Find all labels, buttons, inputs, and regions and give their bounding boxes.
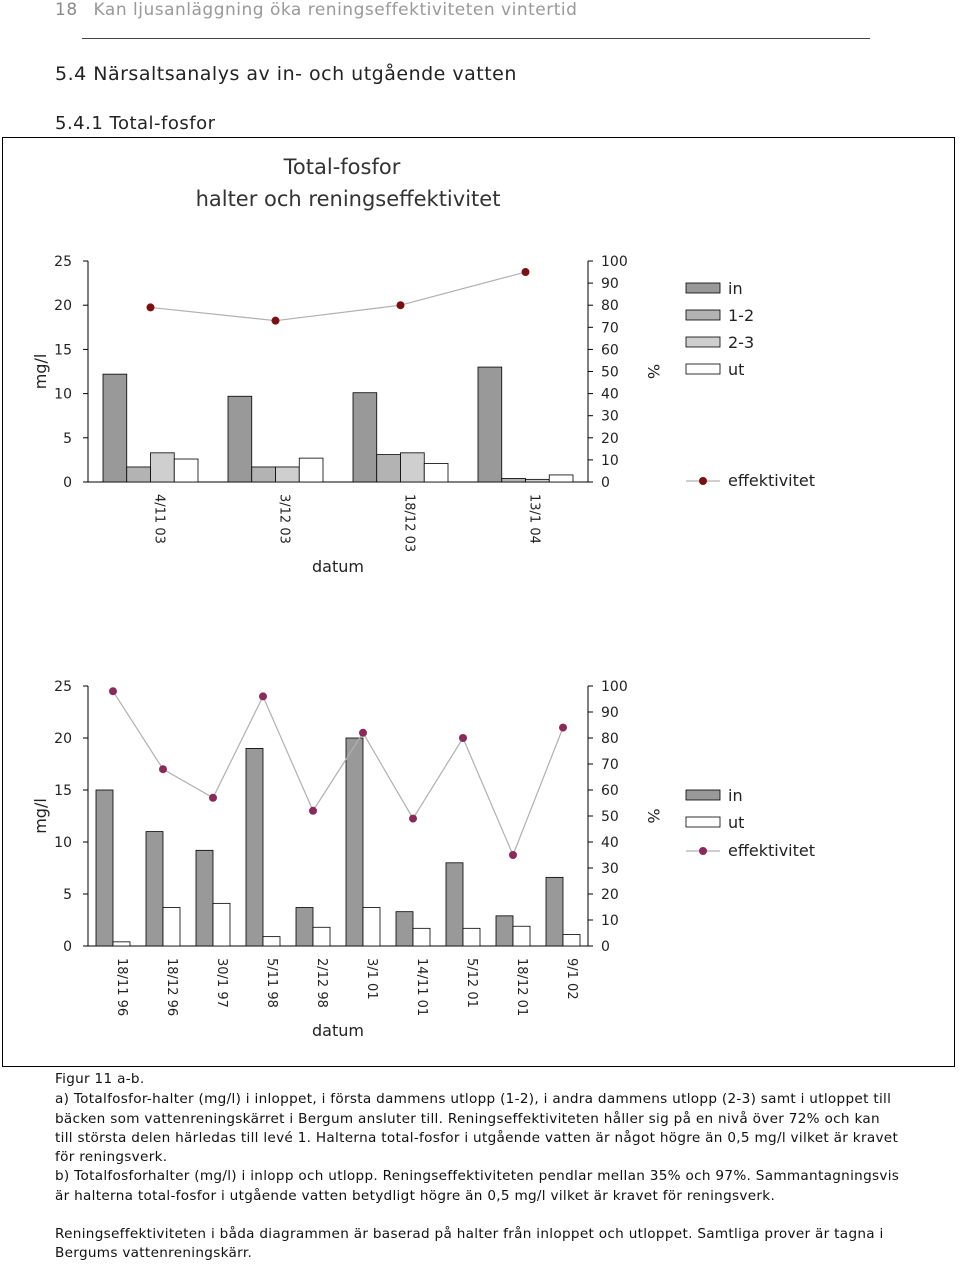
chart-a-bar-ut <box>424 463 448 482</box>
chart-b-y2tick-label: 80 <box>601 731 619 747</box>
chart-a-legend-label: effektivitet <box>728 471 815 490</box>
chart-b-efficiency-point <box>459 734 467 742</box>
chart-a-legend-label: ut <box>728 360 745 379</box>
chart-b-category-label: 2/12 98 <box>314 958 329 1008</box>
chart-a-y2tick-label: 70 <box>601 320 619 337</box>
page-number: 18 <box>55 0 78 20</box>
chart-b-efficiency-point <box>209 794 217 802</box>
chart-a <box>31 155 815 576</box>
chart-a-legend-swatch-2-3 <box>686 337 720 347</box>
chart-b-ylabel: mg/l <box>31 798 50 834</box>
chart-b-bar-in <box>196 850 213 946</box>
chart-b-legend-label: in <box>728 786 743 805</box>
chart-b-bar-ut <box>263 937 280 946</box>
chart-b-efficiency-point <box>509 851 517 859</box>
figure-caption <box>55 1070 900 1264</box>
chart-b-legend-swatch-in <box>686 790 720 800</box>
chart-a-y2tick-label: 100 <box>601 254 628 270</box>
chart-a-category-label: 4/11 03 <box>151 494 167 544</box>
chart-a-y2tick-label: 30 <box>601 408 619 425</box>
chart-b-y2tick-label: 60 <box>601 783 619 799</box>
chart-a-efficiency-point <box>147 303 155 311</box>
chart-b-y2tick-label: 70 <box>601 757 619 773</box>
chart-b-y2tick-label: 90 <box>601 705 619 721</box>
chart-b-y2tick-label: 40 <box>601 835 619 851</box>
chart-a-bar-2-3 <box>526 479 550 482</box>
caption-note: Reningseffektiviteten i båda diagrammen är baserad på halter från inloppet och utloppet. Samtliga prover är tagna i Bergums vattenreningskärr. <box>55 1226 884 1262</box>
chart-a-ytick-label: 25 <box>54 254 72 270</box>
chart-a-category-label: 3/12 03 <box>276 494 292 544</box>
chart-b-efficiency-point <box>109 687 117 695</box>
caption-para-b: b) Totalfosforhalter (mg/l) i inlopp och utlopp. Reningseffektiviteten pendlar mellan 35% och 97%. Sammantagningsvis är halterna total-fosfor i utgående vatten betydligt högre än 0,5 mg/l vilket är kravet för reningsverk. <box>55 1168 900 1204</box>
section-title: 5.4 Närsaltsanalys av in- och utgående vatten <box>55 63 517 85</box>
chart-b-bar-in <box>296 908 313 946</box>
chart-b-bar-in <box>546 877 563 946</box>
chart-a-legend-label: 2-3 <box>728 333 755 352</box>
chart-a-legend-swatch-in <box>686 283 720 293</box>
chart-a-bar-in <box>103 374 127 482</box>
chart-b-ytick-label: 10 <box>54 835 72 851</box>
chart-a-title: Total-fosfor <box>283 155 401 179</box>
chart-b-bar-ut <box>213 903 230 946</box>
chart-b-ytick-label: 5 <box>63 887 72 903</box>
chart-a-category-label: 18/12 03 <box>401 494 417 553</box>
chart-b-legend-label: ut <box>728 813 745 832</box>
chart-a-bar-in <box>478 367 502 482</box>
chart-b-category-label: 18/12 96 <box>164 958 179 1017</box>
chart-a-bar-2-3 <box>151 453 175 482</box>
chart-b-bar-in <box>96 790 113 946</box>
chart-b-bar-in <box>146 832 163 946</box>
chart-a-ytick-label: 10 <box>54 386 72 403</box>
chart-b-category-label: 30/1 97 <box>214 958 229 1008</box>
subsection-title: 5.4.1 Total-fosfor <box>55 113 216 134</box>
chart-a-legend-marker <box>699 477 707 485</box>
chart-b-bar-ut <box>513 926 530 946</box>
chart-a-ylabel: mg/l <box>31 353 50 390</box>
chart-b-efficiency-point <box>259 692 267 700</box>
chart-b-category-label: 14/11 01 <box>414 958 429 1017</box>
chart-b-y2tick-label: 0 <box>601 939 610 955</box>
chart-b-category-label: 5/12 01 <box>464 958 479 1008</box>
chart-b-category-label: 3/1 01 <box>364 958 379 1000</box>
chart-b-efficiency-point <box>559 724 567 732</box>
chart-a-legend-swatch-1-2 <box>686 310 720 320</box>
chart-a-bar-in <box>353 393 377 482</box>
chart-b-bar-in <box>346 738 363 946</box>
chart-a-ytick-label: 0 <box>63 475 72 491</box>
chart-b-bar-ut <box>463 928 480 946</box>
chart-b-bar-ut <box>413 928 430 946</box>
chart-a-bar-1-2 <box>502 478 526 482</box>
running-title: Kan ljusanläggning öka reningseffektiviteten vintertid <box>93 0 578 20</box>
chart-b-bar-in <box>396 912 413 946</box>
chart-b-legend-marker <box>699 847 707 855</box>
chart-b-bar-in <box>446 863 463 946</box>
chart-a-efficiency-point <box>522 268 530 276</box>
chart-b-legend-label: effektivitet <box>728 841 815 860</box>
chart-a-y2tick-label: 0 <box>601 475 610 491</box>
chart-a-efficiency-line <box>151 272 526 321</box>
chart-a-y2tick-label: 90 <box>601 276 619 293</box>
chart-b-y2tick-label: 10 <box>601 913 619 929</box>
chart-b-y2tick-label: 100 <box>601 679 628 695</box>
chart-a-legend-label: in <box>728 279 743 298</box>
chart-b-efficiency-point <box>359 729 367 737</box>
chart-a-bar-1-2 <box>127 467 151 482</box>
caption-para-a: a) Totalfosfor-halter (mg/l) i inloppet, i första dammens utlopp (1-2), i andra dammens utlopp (2-3) samt i utloppet till bäcken som vattenreningskärret i Bergum ansluter till. Reningseffektiviteten håller sig på en nivå över 72% och kan till största delen härledas till levé 1. Halterna total-fosfor i utgående vatten är något högre än 0,5 mg/l vilket är kravet för reningsverk. <box>55 1091 899 1166</box>
chart-b-legend-swatch-ut <box>686 817 720 827</box>
chart-a-legend-label: 1-2 <box>728 306 755 325</box>
chart-a-ytick-label: 15 <box>54 342 72 359</box>
chart-b-ytick-label: 25 <box>54 679 72 695</box>
chart-a-y2tick-label: 60 <box>601 342 619 359</box>
chart-a-y2tick-label: 80 <box>601 298 619 315</box>
chart-a-y2tick-label: 10 <box>601 452 619 469</box>
chart-a-y2label: % <box>644 363 663 380</box>
chart-b-ytick-label: 20 <box>54 731 72 747</box>
chart-a-legend-swatch-ut <box>686 364 720 374</box>
chart-b-y2tick-label: 20 <box>601 887 619 903</box>
chart-b-efficiency-point <box>409 815 417 823</box>
chart-b-bar-in <box>496 916 513 946</box>
chart-a-xlabel: datum <box>312 557 364 576</box>
chart-b-ytick-label: 15 <box>54 783 72 799</box>
chart-b-efficiency-line <box>113 691 563 855</box>
chart-a-bar-in <box>228 396 252 482</box>
chart-a-bar-2-3 <box>276 467 300 482</box>
chart-b-bar-ut <box>163 908 180 946</box>
chart-b-efficiency-point <box>309 807 317 815</box>
chart-a-y2tick-label: 20 <box>601 430 619 447</box>
chart-b <box>31 679 815 1040</box>
chart-b-bar-ut <box>313 927 330 946</box>
chart-b-category-label: 9/1 02 <box>564 958 579 1000</box>
chart-b-bar-in <box>246 748 263 946</box>
chart-b-y2label: % <box>644 808 663 824</box>
chart-b-efficiency-point <box>159 765 167 773</box>
chart-b-bar-ut <box>113 942 130 946</box>
chart-a-efficiency-point <box>272 317 280 325</box>
chart-a-efficiency-point <box>397 301 405 309</box>
chart-a-ytick-label: 20 <box>54 298 72 315</box>
chart-b-bar-ut <box>563 935 580 946</box>
chart-b-ytick-label: 0 <box>63 939 72 955</box>
chart-a-y2tick-label: 40 <box>601 386 619 403</box>
chart-a-category-label: 13/1 04 <box>526 494 542 544</box>
chart-b-category-label: 18/11 96 <box>114 958 129 1017</box>
chart-a-bar-ut <box>549 475 573 482</box>
chart-a-bar-ut <box>299 458 323 482</box>
chart-b-y2tick-label: 30 <box>601 861 619 877</box>
chart-b-category-label: 5/11 98 <box>264 958 279 1008</box>
chart-a-bar-1-2 <box>377 455 401 482</box>
chart-b-category-label: 18/12 01 <box>514 958 529 1017</box>
chart-a-y2tick-label: 50 <box>601 364 619 381</box>
chart-b-xlabel: datum <box>312 1021 364 1040</box>
chart-a-subtitle: halter och reningseffektivitet <box>195 187 501 211</box>
caption-figure-label: Figur 11 a-b. <box>55 1071 145 1087</box>
chart-b-bar-ut <box>363 908 380 946</box>
chart-a-bar-1-2 <box>252 467 276 482</box>
chart-a-bar-2-3 <box>401 453 425 482</box>
chart-a-bar-ut <box>174 459 198 482</box>
chart-a-ytick-label: 5 <box>63 430 72 447</box>
chart-b-y2tick-label: 50 <box>601 809 619 825</box>
